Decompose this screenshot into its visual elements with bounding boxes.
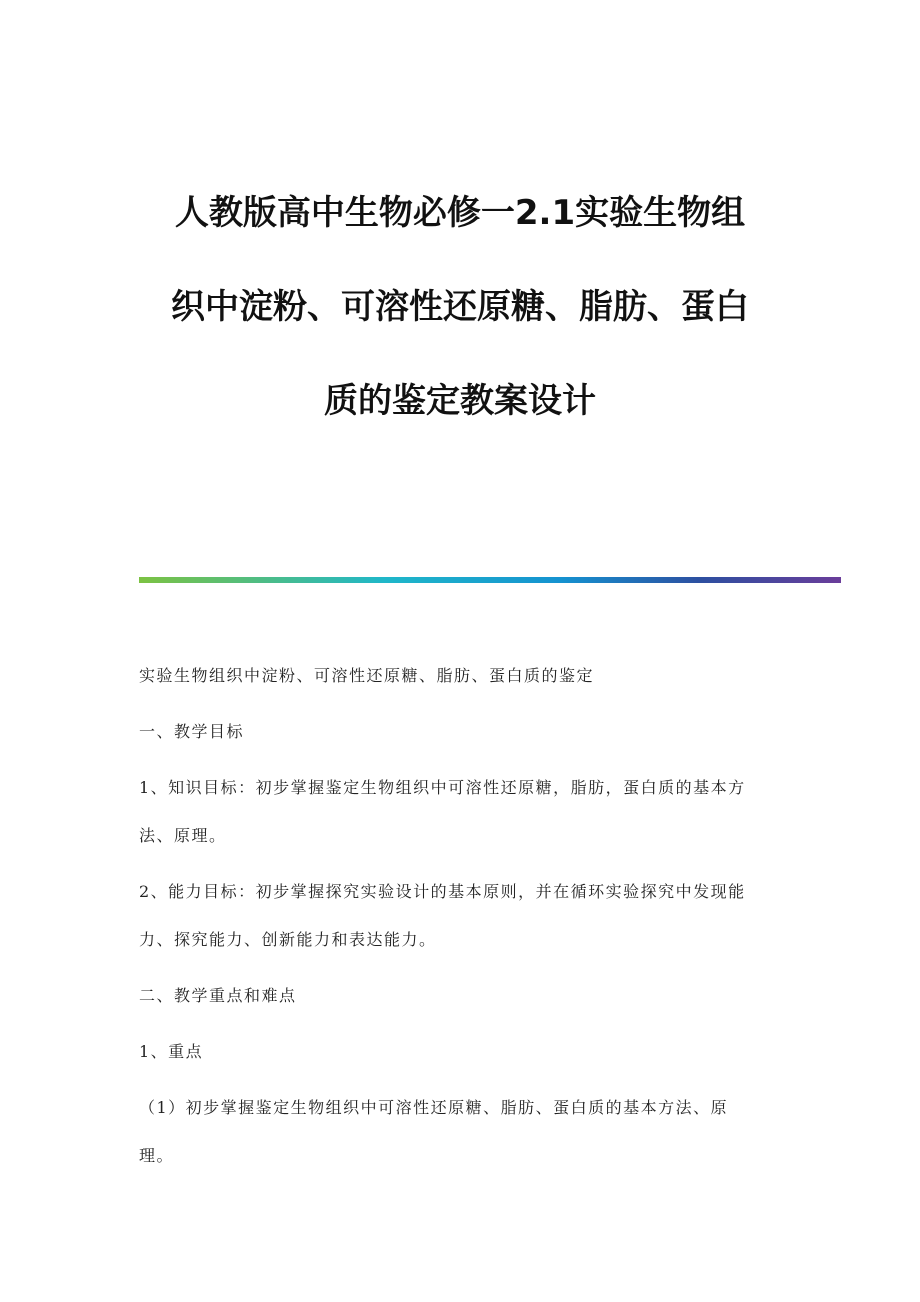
- title-line-1: 人教版高中生物必修一2.1实验生物组: [174, 193, 746, 233]
- subtitle-paragraph: 实验生物组织中淀粉、可溶性还原糖、脂肪、蛋白质的鉴定: [139, 666, 595, 685]
- document-title: [100, 188, 820, 470]
- knowledge-goal-line-2: 法、原理。: [139, 826, 227, 845]
- section-heading-goals: 一、教学目标: [139, 722, 245, 741]
- document-body: [139, 662, 789, 1198]
- gradient-divider: [139, 577, 841, 583]
- key-point-1-paragraph: [139, 1094, 789, 1170]
- key-point-1-line-1: （1）初步掌握鉴定生物组织中可溶性还原糖、脂肪、蛋白质的基本方法、原: [139, 1098, 729, 1117]
- ability-goal-line-1: 2、能力目标：初步掌握探究实验设计的基本原则，并在循环实验探究中发现能: [139, 882, 746, 901]
- ability-goal-line-2: 力、探究能力、创新能力和表达能力。: [139, 930, 437, 949]
- knowledge-goal-line-1: 1、知识目标：初步掌握鉴定生物组织中可溶性还原糖，脂肪，蛋白质的基本方: [139, 778, 746, 797]
- ability-goal-paragraph: [139, 878, 789, 954]
- title-line-2: 织中淀粉、可溶性还原糖、脂肪、蛋白: [171, 287, 749, 327]
- key-points-heading: 1、重点: [139, 1042, 204, 1061]
- key-point-1-line-2: 理。: [139, 1146, 175, 1165]
- knowledge-goal-paragraph: [139, 774, 789, 850]
- section-heading-key-points: 二、教学重点和难点: [139, 986, 297, 1005]
- title-line-3: 质的鉴定教案设计: [324, 381, 596, 421]
